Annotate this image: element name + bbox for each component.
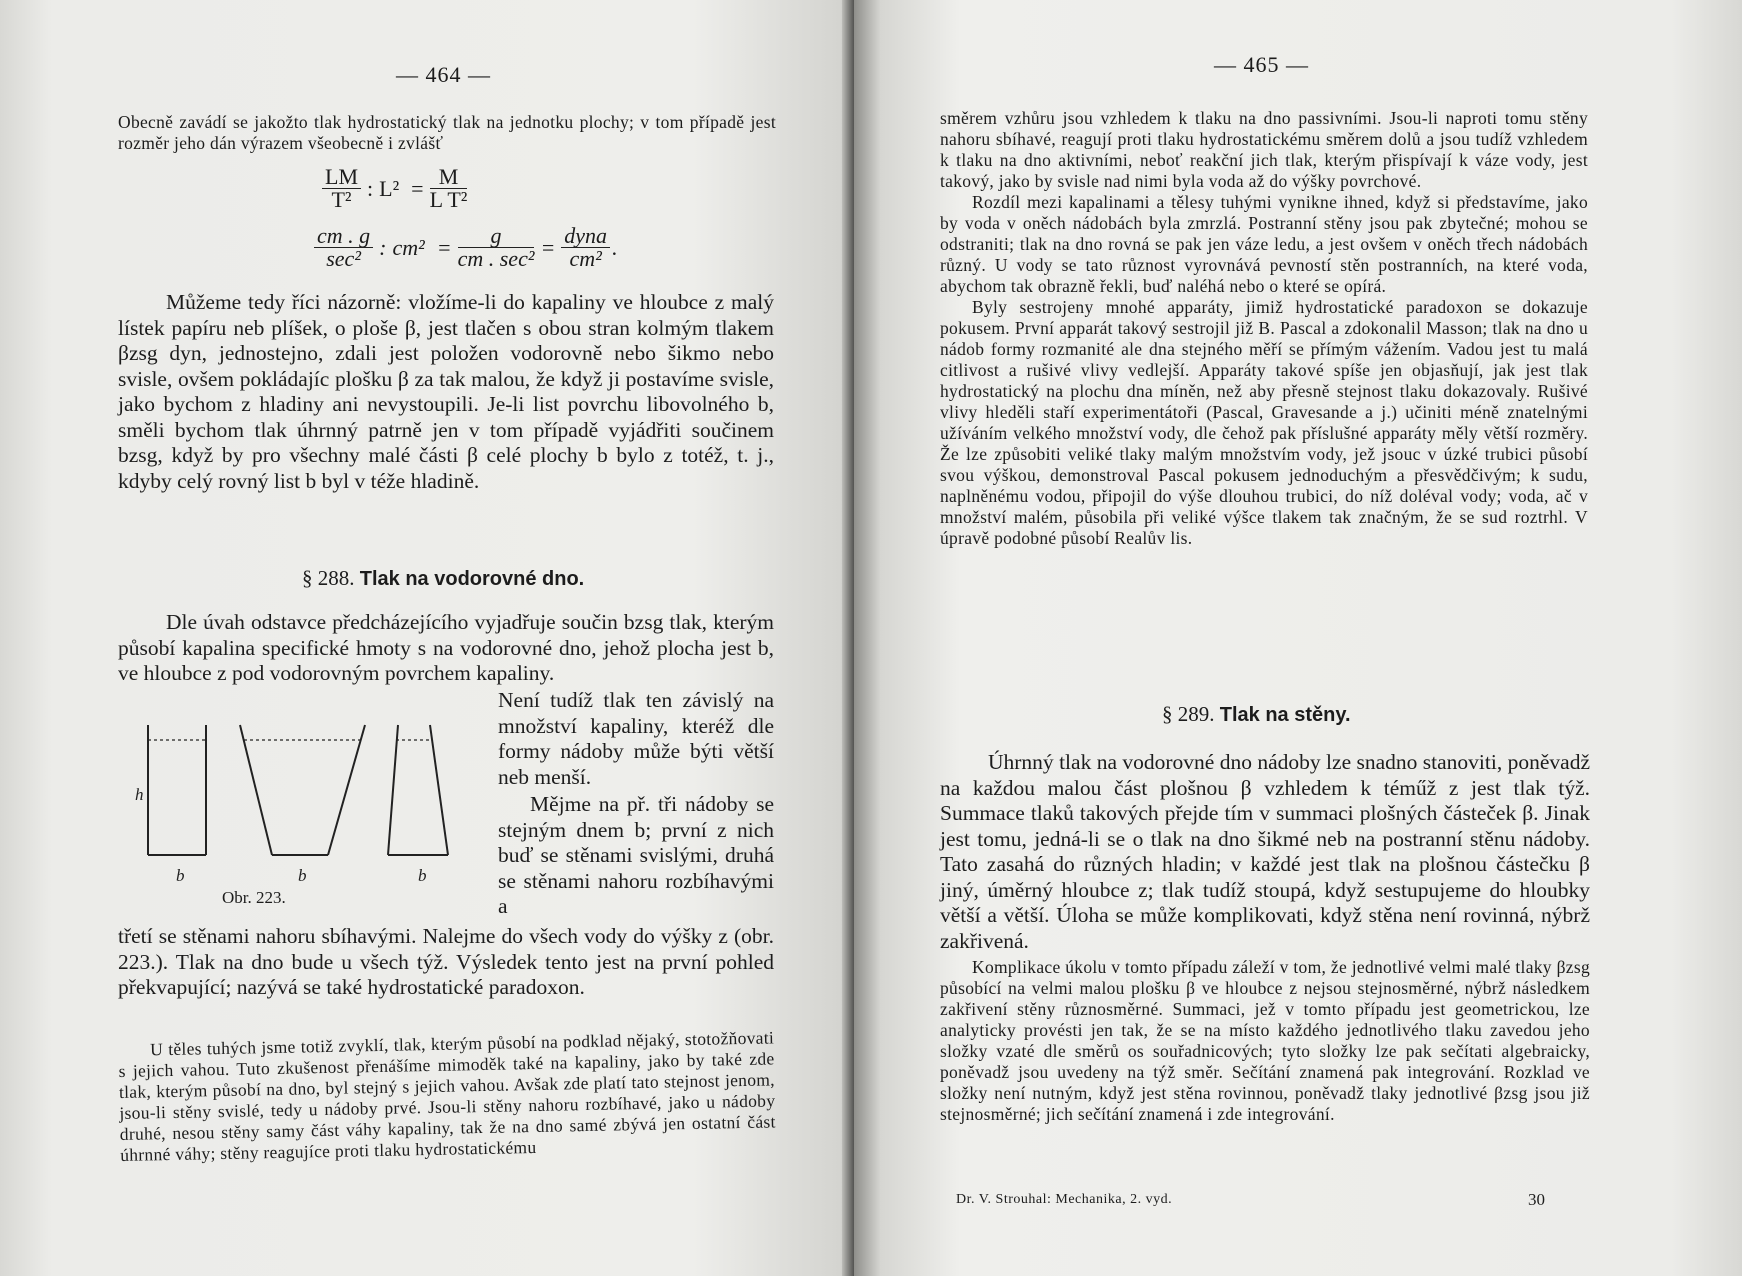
footer-citation: Dr. V. Strouhal: Mechanika, 2. vyd. <box>956 1192 1173 1207</box>
label-h: h <box>135 785 144 804</box>
paragraph-wrap-1: Není tudíž tlak ten závislý na množství kapaliny, kteréž dle formy nádoby může býti větší neb menší. <box>498 688 774 789</box>
section-heading-289: § 289. Tlak na stěny. <box>1162 702 1351 726</box>
page-number: — 464 — <box>396 62 491 87</box>
label-b-1: b <box>176 866 185 885</box>
paragraph-pressure-on-walls: Úhrnný tlak na vodorovné dno nádoby lze snadno stanoviti, poněvadž na každou malou část plošnou β vzhledem k téműž z jest tlak týž. Summace tlaků takových přejde tím v summaci plošných částeček β. Jinak jest tomu, jedná-li se o tlak na dno šikmé neb na postranní stěnu nádoby. Tato zasahá do různých hladin; v každé jest tlak na plošnou částečku β jiný, úměrný hloubce z; tlak tudíž stoupá, když sestupujeme do hloubky větší a větší. Úloha se může komplikovati, když stěna není rovinná, nýbrž zakřivená. <box>940 750 1590 953</box>
paragraph-paradox: třetí se stěnami nahoru sbíhavými. Nalejme do všech vody do výšky z (obr. 223.). Tlak na dno bude u všech týž. Výsledek tento jest na první pohled překvapující; nazývá se také hydrostatické paradoxon. <box>118 924 774 999</box>
small-paragraph-complication: Komplikace úkolu v tomto případu záleží v tom, že jednotlivé velmi malé tlaky βzsg působící na velmi malou plošku β ve hloubce z nejsou stejnosměrné, nýbrž následkem zakřivení stěny různosměrné. Summaci, jež v tomto případu jest geometrickou, lze analyticky provésti jen tak, že se na místo každého jednotlivého tlaku zavedou jeho složky vzaté dle směrů os souřadnicových; tyto složky lze pak sečítati algebraicky, poněvadž jsou uvedeny na týž směr. Sečítání znamená pak integrování. Rozklad ve složky není nutným, když jest stěna rovinnou, poněvadž tlaky jednotlivé βzsg jsou již stejnosměrné; jich sečítání znamená i zde integrování. <box>940 957 1590 1124</box>
figure-three-vessels <box>130 715 480 890</box>
right-page <box>854 0 1742 1276</box>
paragraph-wrap-2: Mějme na př. tři nádoby se stejným dnem b; první z nich buď se stěnami svislými, druhá se stěnami nahoru rozbíhavými a <box>498 792 774 918</box>
paragraph-horizontal-bottom: Dle úvah odstavce předcházejícího vyjadřuje součin bzsg tlak, kterým působí kapalina specifické hmoty s na vodorovné dno, jehož plocha jest b, ve hloubce z pod vodorovným povrchem kapaliny. <box>118 610 774 685</box>
vessel2-left-wall <box>240 725 272 855</box>
label-b-3: b <box>418 866 427 885</box>
units-formula: $\frac{cm . g}{\text{sec²}}$ : cm² = $\frac{g}{\text{cm . sec²}}$ = $\frac{\text{dyna}}{\text{cm²}}$ . <box>314 225 624 270</box>
dimension-formula: $\frac{LM}{\text{T²}}$ : L² = $\frac{M}{\text{L T²}}$ <box>322 166 467 211</box>
vessel3-right-wall <box>430 725 448 855</box>
section-heading-288: § 288. Tlak na vodorovné dno. <box>302 566 585 590</box>
sheet-number: 30 <box>1528 1190 1545 1209</box>
page-number: — 465 — <box>1214 52 1309 77</box>
paragraph-pressure-leaf: Můžeme tedy říci názorně: vložíme-li do kapaliny ve hloubce z malý lístek papíru neb plíšek, o ploše β, jest tlačen s obou stran kolmým tlakem βzsg dyn, jednostejno, zdali jest položen vodorovně nebo šikmo nebo svisle, ovšem pokládajíc plošku β za tak malou, že když ji postavíme svisle, jako bychom z hladiny ani nevystoupili. Je-li list povrchu libovolného b, směli bychom tlak úhrnný patrně jen v tom případě vyjádřiti součinem bzsg, když by pro všechny malé části β celé plochy b bylo z totéž, t. j., kdyby celý rovný list b byl v téže hladině. <box>118 290 774 493</box>
label-b-2: b <box>298 866 307 885</box>
vessel2-right-wall <box>328 725 365 855</box>
small-paragraph-solids: U těles tuhých jsme totiž zvyklí, tlak, kterým působí na podklad nějaký, stotožňovati s jejich vahou. Tuto zkušenost přenášíme mimoděk také na kapaliny, jako by také zde tlak, kterým působí na dno, byl stejný s jejich vahou. Avšak zde platí tato stejnost jenom, jsou-li stěny svislé, tedy u nádoby prvé. Jsou-li stěny nahoru rozbíhavé, jako u nádoby druhé, nesou stěny samy část váhy kapaliny, tak že na dno samé zbývá jen ostatní část úhrnné váhy; stěny reagujíce proti tlaku hydrostatickému <box>118 1027 776 1165</box>
figure-caption: Obr. 223. <box>222 888 286 907</box>
intro-text: Obecně zavádí se jakožto tlak hydrostatický tlak na jednotku plochy; v tom případě jest rozměr jeho dán výrazem všeobecně i zvlášť <box>118 112 776 153</box>
small-paragraph-walls: směrem vzhůru jsou vzhledem k tlaku na dno passivními. Jsou-li naproti tomu stěny nahoru sbíhavé, reagují proti tlaku hydrostatickému směrem dolů a jsou tudíž vzhledem k tlaku na dno aktivními, neboť reakční jich tlak, kterým přispívají k váze vody, jest takový, jako by svisle nad nimi byla voda až do výšky povrchové. Rozdíl mezi kapalinami a tělesy tuhými vynikne ihned, když si představíme, jako by voda v oněch nádobách byla zmrzlá. Postranní stěny jsou pak zbytečné; mohou se odstraniti; tlak na dno rovná se pak jen váze ledu, a jest ovšem v oněch třech nádobách různý. U vody se tato různost vyrovnává pevností stěn postranních, na které voda, abychom tak obrazně řekli, buď naléhá nebo o které se opírá. Byly sestrojeny mnohé apparáty, jimiž hydrostatické paradoxon se dokazuje pokusem. První apparát takový sestrojil již B. Pascal a zdokonalil Masson; tlak na dno u nádob formy rozmanité ale dna stejného měří se přímým vážením. Vadou jest tu malá citlivost a rušivé vlivy vedlejší. Apparáty takové spíše jen objasňují, jak jest tlak hydrostatický na plochu dna míněn, než aby přesně stejnost tlaku dokazovaly. Rušivé vlivy hleděli staří experimentátoři (Pascal, Gravesande a j.) učiniti méně znatelnými užíváním velkého množství vody, dle čehož pak příslušné apparáty měly větší rozměry. Že lze způsobiti veliké tlaky malým množstvím vody, jež jsouc v úzké trubici působí svou výškou, demonstroval Pascal pokusem jednoduchým a přesvědčivým; k sudu, naplněnému vodou, připojil do výše dlouhou trubici, do níž doléval vody; voda, ač v množství malém, působila při veliké výšce tlakem tak značným, že se sud roztrhl. V úpravě podobné působí Realův lis. <box>940 108 1588 548</box>
vessel3-left-wall <box>388 725 398 855</box>
left-page <box>0 0 866 1276</box>
